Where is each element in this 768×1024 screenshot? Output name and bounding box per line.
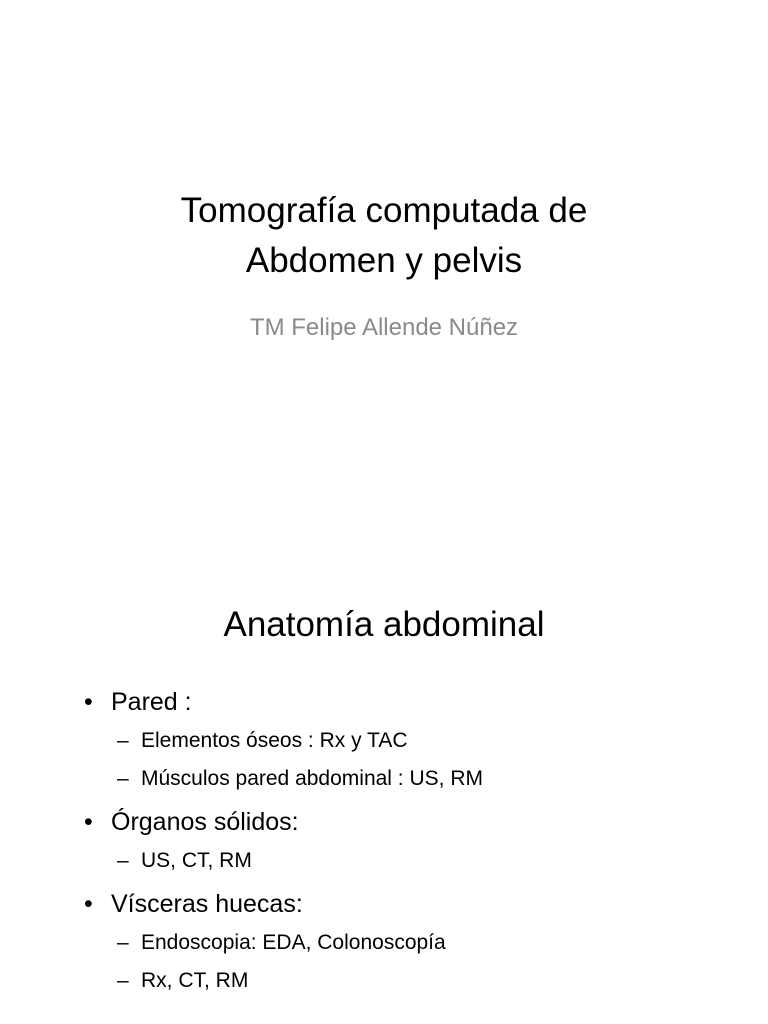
sub-bullet-list <box>84 722 744 798</box>
sublist-container <box>84 924 744 1000</box>
slide-title-line-1: Tomografía computada de <box>180 191 588 230</box>
sublist-container <box>84 842 744 880</box>
sub-bullet-item <box>84 962 744 1000</box>
slide-title <box>0 186 768 286</box>
bullet-item-pared <box>84 682 744 722</box>
bullet-item-visceras-huecas <box>84 884 744 924</box>
sub-bullet-text: Músculos pared abdominal : US, RM <box>141 767 483 790</box>
sub-bullet-list <box>84 842 744 880</box>
sub-bullet-item <box>84 760 744 798</box>
sub-bullet-marker: – <box>117 969 129 992</box>
sub-bullet-text: US, CT, RM <box>141 849 252 872</box>
sub-bullet-marker: – <box>117 931 129 954</box>
bullet-text: Vísceras huecas: <box>111 890 303 918</box>
bullet-item-organos-solidos <box>84 802 744 842</box>
sub-bullet-text: Elementos óseos : Rx y TAC <box>141 729 408 752</box>
sub-bullet-text: Rx, CT, RM <box>141 969 249 992</box>
sub-bullet-item <box>84 722 744 760</box>
sub-bullet-marker: – <box>117 729 129 752</box>
sublist-container <box>84 722 744 798</box>
sub-bullet-list <box>84 924 744 1000</box>
sub-bullet-marker: – <box>117 849 129 872</box>
sub-bullet-item <box>84 842 744 880</box>
bullet-marker: • <box>84 890 93 918</box>
bullet-marker: • <box>84 808 93 836</box>
bullet-text: Órganos sólidos: <box>111 808 299 836</box>
bullet-marker: • <box>84 688 93 716</box>
bullet-list <box>84 682 744 1004</box>
bullet-text: Pared : <box>111 688 192 716</box>
slide-subtitle: TM Felipe Allende Núñez <box>249 314 519 341</box>
slide-title-line-2: Abdomen y pelvis <box>245 241 523 280</box>
content-slide <box>0 512 768 1024</box>
sub-bullet-item <box>84 924 744 962</box>
sub-bullet-text: Endoscopia: EDA, Colonoscopía <box>141 931 446 954</box>
content-slide-heading: Anatomía abdominal <box>223 605 545 644</box>
sub-bullet-marker: – <box>117 767 129 790</box>
